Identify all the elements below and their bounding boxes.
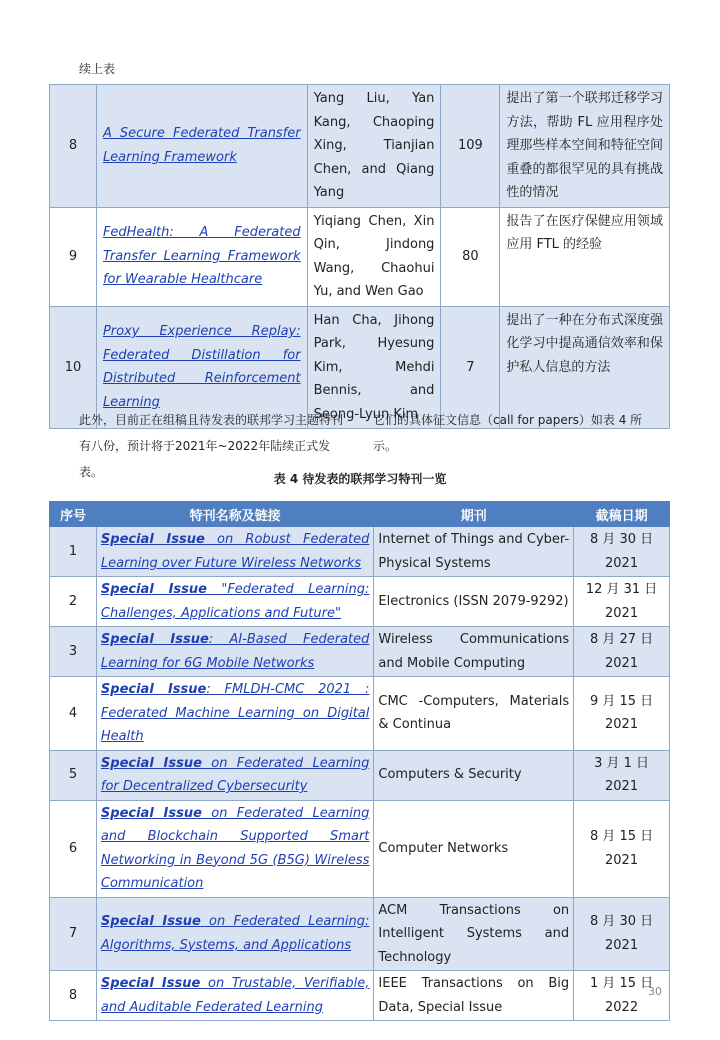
- table-row: [50, 971, 670, 1021]
- table-row: [50, 577, 670, 627]
- header-journal: 期刊: [374, 502, 574, 527]
- issue-link[interactable]: Special Issue on Robust Federated Learning over Future Wireless Networks: [100, 532, 370, 571]
- row-number: 7: [50, 897, 97, 971]
- issue-link[interactable]: Special Issue: AI-Based Federated Learning for 6G Mobile Networks: [100, 632, 370, 671]
- issue-link[interactable]: Special Issue on Federated Learning for Decentralized Cybersecurity: [100, 755, 370, 794]
- issue-link[interactable]: Special Issue: FMLDH-CMC 2021 : Federated Machine Learning on Digital Health: [100, 682, 370, 744]
- journal-cell: ACM Transactions on Intelligent Systems and Technology: [374, 897, 574, 971]
- row-number: 9: [50, 207, 97, 306]
- journal-cell: Computers & Security: [374, 750, 574, 800]
- special-issues-table: [49, 501, 670, 1021]
- row-number: 6: [50, 800, 97, 897]
- paragraph-right: 它们的具体征文信息（call for papers）如表 4 所示。: [373, 413, 643, 453]
- paper-link[interactable]: Proxy Experience Replay: Federated Distillation for Distributed Reinforcement Learning: [102, 324, 301, 410]
- row-number: 10: [50, 306, 97, 429]
- table-row: [50, 677, 670, 751]
- table-header-row: [50, 502, 670, 527]
- description-cell: 报告了在医疗保健应用领域应用 FTL 的经验: [500, 207, 670, 306]
- paper-link[interactable]: A Secure Federated Transfer Learning Framework: [102, 126, 301, 165]
- deadline-cell: 12 月 31 日 2021: [574, 577, 670, 627]
- issue-link[interactable]: Special Issue on Federated Learning: Algorithms, Systems, and Applications: [100, 914, 370, 953]
- table-row: [50, 627, 670, 677]
- deadline-cell: 8 月 30 日 2021: [574, 897, 670, 971]
- journal-cell: CMC -Computers, Materials & Continua: [374, 677, 574, 751]
- table-caption: 表 4 待发表的联邦学习特刊一览: [273, 472, 447, 486]
- citations-cell: 80: [441, 207, 500, 306]
- journal-cell: Computer Networks: [374, 800, 574, 897]
- row-number: 8: [50, 85, 97, 208]
- authors-cell: Yang Liu, Yan Kang, Chaoping Xing, Tianjian Chen, and Qiang Yang: [307, 85, 441, 208]
- paragraph-left: 此外，目前正在组稿且待发表的联邦学习主题特刊有八份，预计将于2021年~2022年陆续正式发表。: [79, 413, 344, 479]
- row-number: 4: [50, 677, 97, 751]
- table-row: [50, 85, 670, 208]
- description-cell: 提出了第一个联邦迁移学习方法，帮助 FL 应用程序处理那些样本空间和特征空间重叠的都很罕见的具有挑战性的情况: [500, 85, 670, 208]
- issue-link[interactable]: Special Issue on Trustable, Verifiable, and Auditable Federated Learning: [100, 976, 370, 1015]
- journal-cell: Electronics (ISSN 2079-9292): [374, 577, 574, 627]
- table-row: [50, 750, 670, 800]
- journal-cell: Internet of Things and Cyber-Physical Systems: [374, 527, 574, 577]
- authors-cell: Han Cha, Jihong Park, Hyesung Kim, Mehdi Bennis, and Seong-Lyun Kim: [307, 306, 441, 429]
- description-cell: 提出了一种在分布式深度强化学习中提高通信效率和保护私人信息的方法: [500, 306, 670, 429]
- table-row: [50, 207, 670, 306]
- table-row: [50, 527, 670, 577]
- journal-cell: Wireless Communications and Mobile Computing: [374, 627, 574, 677]
- authors-cell: Yiqiang Chen, Xin Qin, Jindong Wang, Chaohui Yu, and Wen Gao: [307, 207, 441, 306]
- journal-cell: IEEE Transactions on Big Data, Special Issue: [374, 971, 574, 1021]
- row-number: 2: [50, 577, 97, 627]
- table-row: [50, 897, 670, 971]
- deadline-cell: 1 月 15 日 2022: [574, 971, 670, 1021]
- header-deadline: 截稿日期: [574, 502, 670, 527]
- papers-table: [49, 84, 670, 429]
- deadline-cell: 3 月 1 日 2021: [574, 750, 670, 800]
- issue-link[interactable]: Special Issue "Federated Learning: Challenges, Applications and Future": [100, 582, 370, 621]
- row-number: 1: [50, 527, 97, 577]
- citations-cell: 7: [441, 306, 500, 429]
- paper-link[interactable]: FedHealth: A Federated Transfer Learning Framework for Wearable Healthcare: [102, 225, 301, 288]
- deadline-cell: 8 月 30 日 2021: [574, 527, 670, 577]
- table-row: [50, 800, 670, 897]
- row-number: 3: [50, 627, 97, 677]
- header-no: 序号: [50, 502, 97, 527]
- row-number: 5: [50, 750, 97, 800]
- row-number: 8: [50, 971, 97, 1021]
- deadline-cell: 8 月 15 日 2021: [574, 800, 670, 897]
- continued-label: 续上表: [79, 62, 116, 76]
- header-name: 特刊名称及链接: [96, 502, 373, 527]
- deadline-cell: 9 月 15 日 2021: [574, 677, 670, 751]
- deadline-cell: 8 月 27 日 2021: [574, 627, 670, 677]
- page-number: 30: [648, 985, 662, 998]
- issue-link[interactable]: Special Issue on Federated Learning and Blockchain Supported Smart Networking in Beyond 5G (B5G) Wireless Communication: [100, 805, 370, 891]
- citations-cell: 109: [441, 85, 500, 208]
